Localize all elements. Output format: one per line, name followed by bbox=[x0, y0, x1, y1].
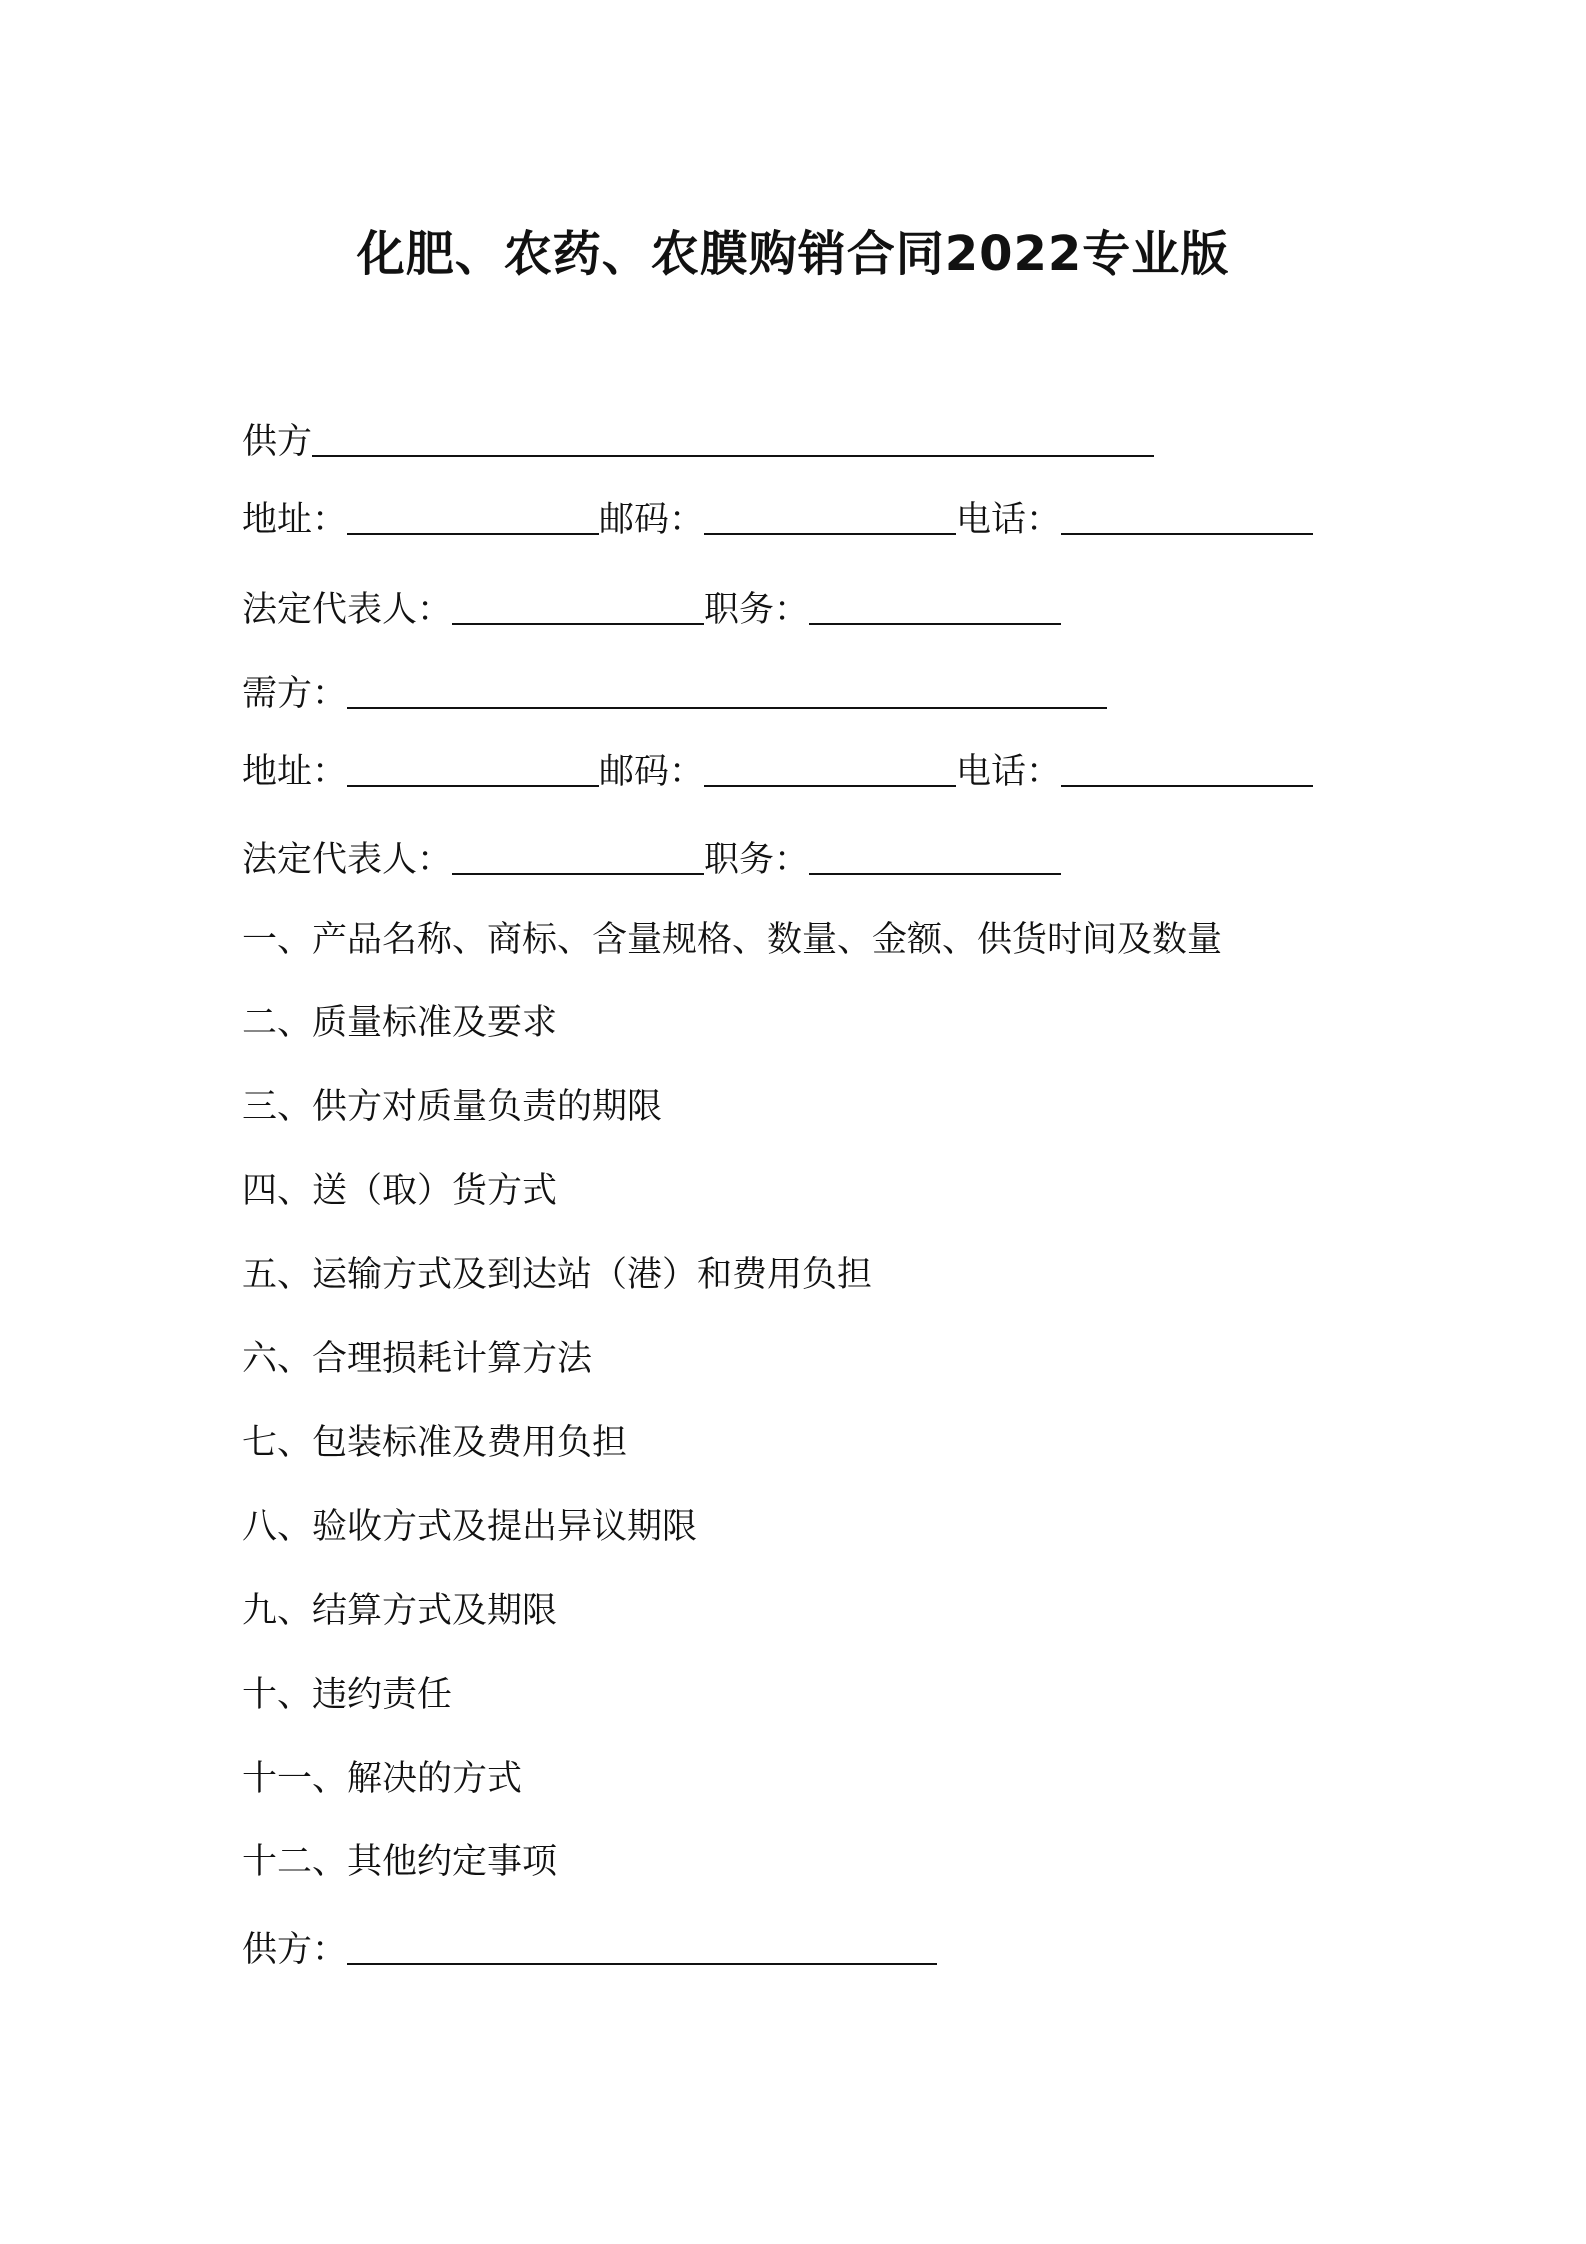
supplier-phone-label: 电话： bbox=[956, 500, 1062, 540]
supplier-phone-blank[interactable] bbox=[1061, 503, 1313, 535]
signature-supplier-blank[interactable] bbox=[347, 1933, 937, 1965]
supplier-position-label: 职务： bbox=[704, 590, 810, 630]
demander-line bbox=[242, 672, 1107, 716]
signature-line bbox=[242, 1928, 937, 1972]
supplier-address-blank[interactable] bbox=[347, 503, 599, 535]
supplier-blank[interactable] bbox=[312, 425, 1154, 457]
clause-item: 六、合理损耗计算方法 bbox=[242, 1339, 593, 1379]
supplier-postcode-blank[interactable] bbox=[704, 503, 956, 535]
supplier-position-blank[interactable] bbox=[809, 593, 1061, 625]
demander-address-label: 地址： bbox=[242, 752, 348, 792]
demander-rep-line bbox=[242, 838, 1061, 882]
demander-blank[interactable] bbox=[347, 677, 1107, 709]
demander-position-label: 职务： bbox=[704, 840, 810, 880]
supplier-postcode-label: 邮码： bbox=[599, 500, 705, 540]
clause-item: 四、送（取）货方式 bbox=[242, 1171, 558, 1211]
demander-legal-rep-label: 法定代表人： bbox=[242, 840, 453, 880]
demander-postcode-blank[interactable] bbox=[704, 755, 956, 787]
signature-supplier-label: 供方： bbox=[242, 1930, 348, 1970]
clause-item: 五、运输方式及到达站（港）和费用负担 bbox=[242, 1255, 873, 1295]
clause-item: 十二、其他约定事项 bbox=[242, 1842, 558, 1882]
demander-phone-label: 电话： bbox=[956, 752, 1062, 792]
supplier-address-label: 地址： bbox=[242, 500, 348, 540]
supplier-line bbox=[242, 420, 1154, 464]
supplier-rep-line bbox=[242, 588, 1061, 632]
supplier-contact-line bbox=[242, 498, 1313, 542]
supplier-legal-rep-blank[interactable] bbox=[452, 593, 704, 625]
demander-position-blank[interactable] bbox=[809, 843, 1061, 875]
document-title: 化肥、农药、农膜购销合同2022专业版 bbox=[356, 226, 1230, 282]
demander-label: 需方： bbox=[242, 674, 348, 714]
demander-contact-line bbox=[242, 750, 1313, 794]
clause-item: 八、验收方式及提出异议期限 bbox=[242, 1507, 698, 1547]
demander-address-blank[interactable] bbox=[347, 755, 599, 787]
clause-item: 三、供方对质量负责的期限 bbox=[242, 1087, 663, 1127]
clause-item: 九、结算方式及期限 bbox=[242, 1591, 558, 1631]
clause-item: 十一、解决的方式 bbox=[242, 1759, 523, 1799]
demander-legal-rep-blank[interactable] bbox=[452, 843, 704, 875]
supplier-label: 供方 bbox=[242, 422, 313, 462]
clause-item: 二、质量标准及要求 bbox=[242, 1003, 558, 1043]
clause-item: 十、违约责任 bbox=[242, 1675, 453, 1715]
demander-postcode-label: 邮码： bbox=[599, 752, 705, 792]
demander-phone-blank[interactable] bbox=[1061, 755, 1313, 787]
clause-item: 七、包装标准及费用负担 bbox=[242, 1423, 628, 1463]
supplier-legal-rep-label: 法定代表人： bbox=[242, 590, 453, 630]
clause-item: 一、产品名称、商标、含量规格、数量、金额、供货时间及数量 bbox=[242, 920, 1223, 960]
